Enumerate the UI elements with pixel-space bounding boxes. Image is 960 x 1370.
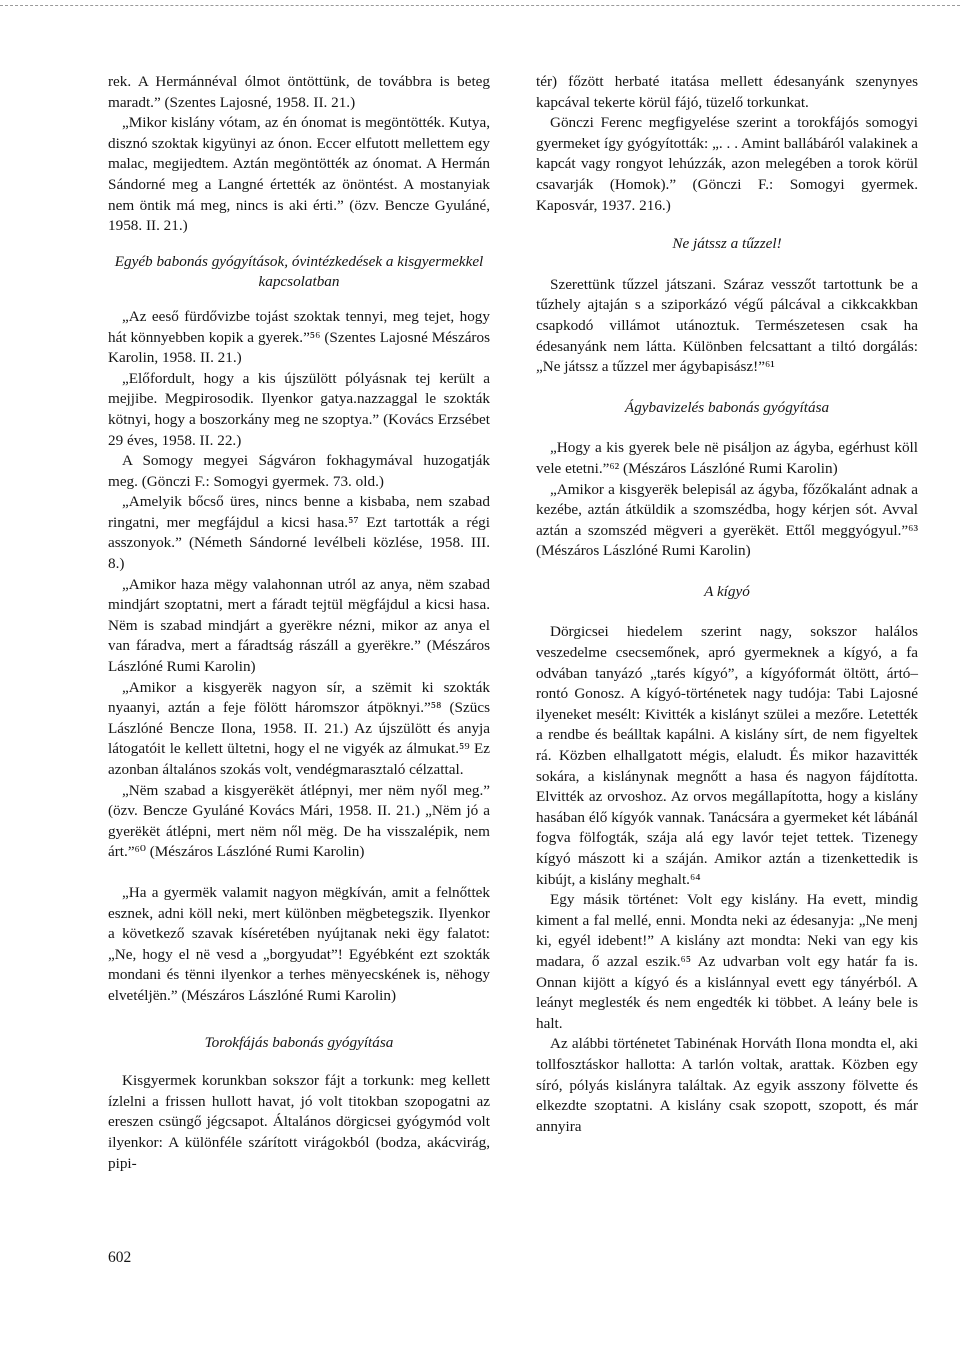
- paragraph: „Mikor kislány vótam, az én ónomat is megöntötték. Kutya, disznó szoktak kigyünyi az ónon. Eccer elfutott mellettem egy malac, megijedtem. Aztán megöntötték az ónomat. A Hermán Sándorné meg a Langné értették az önöntést. A mostanyiak nem öntik má meg, nincs is aki érti.” (özv. Bencze Gyuláné, 1958. II. 21.): [108, 114, 490, 235]
- section-heading: Ágybavizelés babonás gyógyítása: [624, 398, 830, 416]
- section-heading: Ne játssz a tűzzel!: [672, 235, 782, 253]
- paragraph: rek. A Hermánnéval ólmot öntöttünk, de továbbra is beteg maradt.” (Szentes Lajosné, 1958. II. 21.): [108, 73, 490, 111]
- paragraph: Szerettünk tűzzel játszani. Száraz vesszőt tartottunk be a tűzhely ajtaján s a sziporkázó végű pálcával a cikkcakkban csapkodó villámot utánoztuk. Természetesen csak ha édesanyánk nem látta. Különben felcsattant a tiltó dorgálás: „Ne játssz a tűzzel mer ágybapisász!”⁶¹: [536, 275, 918, 376]
- right-column: [536, 72, 918, 1137]
- paragraph: A Somogy megyei Ságváron fokhagymával huzogatják meg. (Gönczi F.: Somogyi gyermek. 73. old.): [108, 452, 490, 490]
- section-heading: Torokfájás babonás gyógyítása: [204, 1033, 394, 1051]
- spacer: [108, 863, 490, 883]
- paragraph: „Amikor a kisgyerëk nagyon sír, a szëmit ki szokták nyaanyi, aztán a feje fölött háromszor átpöknyi.”⁵⁸ (Szücs Lászlóné Bencze Ilona, 1958. II. 21.) Az újszülött és anyja látogatóit le kellett ültetni, hogy el ne vigyék az álmukat.⁵⁹ Ez azonban általános szokás volt, vendégmarasztaló célzattal.: [108, 678, 490, 778]
- paragraph: „Hogy a kis gyerek bele në pisáljon az ágyba, egérhust köll vele etetni.”⁶² (Mészáros Lászlóné Rumi Karolin): [536, 439, 918, 477]
- paragraph: „Az eeső fürdővizbe tojást szoktak tennyi, meg tejet, hogy hát könnyebben kopik a gyerek.”⁵⁶ (Szentes Lajosné Mészáros Karolin, 1958. II. 21.): [108, 307, 490, 367]
- paragraph: „Amelyik bőcső üres, nincs benne a kisbaba, nem szabad ringatni, mer megfájdul a kicsi hasa.⁵⁷ Ezt tartották a régi asszonyok.” (Németh Sándorné levélbeli közlése, 1958. III. 8.): [108, 493, 490, 573]
- paragraph: Egy másik történet: Volt egy kislány. Ha evett, mindig kiment a fal mellé, enni. Mondta neki az édesanyja: „Ne menj ki, egyél idebent!” A kislány azt mondta: Neki van egy kis madara, ő azzal eszik.⁶⁵ Az udvarban volt egy határ fa is. Onnan kijött a kígyó és a kislánnyal evett egy tányérból. A leányt meglesték és nem engedték ki többet. A leány bele is halt.: [536, 891, 918, 1032]
- left-column: [108, 72, 490, 1174]
- paragraph: „Ha a gyermëk valamit nagyon mëgkíván, amit a felnőttek esznek, adni köll neki, mert különben mëgbetegszik. Ilyenkor a következő szavak kíséretében nyújtanak neki ëgy falatot: „Ne, hogy el në vesd a „borgyudat”! Egyébként ezt szokták mondani és tënni ilyenkor a terhes mënyecskének is, nëhogy elvetéljën.” (Mészáros Lászlóné Rumi Karolin): [108, 883, 490, 1004]
- paragraph: Gönczi Ferenc megfigyelése szerint a torokfájós somogyi gyermeket így gyógyították: „. . . Amint ballábáról valakinek a kapcát vagy rongyot lehúzzák, azon melegében a torok körül csavarják (Homok).” (Gönczi F.: Somogyi gyermek. Kaposvár, 1937. 216.): [536, 114, 918, 214]
- paragraph: „Amikor a kisgyerëk belepisál az ágyba, főzőkalánt adnak a kezébe, aztán átküldik a szomszédba, hogy kérjen sót. Avval aztán a szomszéd mëgveri a gyerëkët. Ettől meggyógyul.”⁶³ (Mészáros Lászlóné Rumi Karolin): [536, 480, 918, 560]
- page-top-rule: [0, 5, 960, 6]
- page-number: 602: [108, 1249, 132, 1266]
- section-heading: A kígyó: [704, 582, 750, 600]
- paragraph: Dörgicsei hiedelem szerint nagy, sokszor halálos veszedelme csecsemőnek, apró gyermeknek a kígyó, a fa odvában tanyázó „tarés kígyó”, a kígyóformát öltött, ártó–rontó Gonosz. A kígyó-történetek nagy tudója: Tabi Lajosné ilyeneket mesélt: Kivitték a kislányt szülei a mezőre. Letették a rendbe és beálltak kapálni. A kislány sírt, de nem figyeltek rá. Közben elhallgatott mégis, elaludt. És mikor hazavitték sokára, a kislánynak megnőtt a hasa és nagyon fájdította. Elvitték az orvoshoz. Az orvos megállapította, hogy a kislány hasában élő kígyók vannak. Tanácsára a gyermeket két lábánál fogva fölfogták, szája alá egy lavór tejet tettek. Tizenegy kígyó mászott ki a száján. Amikor aztán a tizenkettedik is kibújt, a kislány meghalt.⁶⁴: [536, 623, 918, 888]
- section-heading: Egyéb babonás gyógyítások, óvintézkedések a kisgyermekkel kapcsolatban: [114, 252, 484, 291]
- paragraph: Az alábbi történetet Tabinénak Horváth Ilona mondta el, aki tollfosztáskor hallotta: A tarlón voltak, arattak. Közben egy síró, pólyás kislányra találtak. Az egyik asszony fölvette és elkezdte szoptatni. A kislány csak szopott, szopott, és már annyira: [536, 1035, 918, 1135]
- paragraph: „Amikor haza mëgy valahonnan utról az anya, nëm szabad mindjárt szoptatni, mert a fáradt tejtül mëgfájdul a kicsi hasa. Nëm is szabad mindjárt a gyerëkre nézni, mikor az anya el van fáradva, mert a fáradtság rászáll a gyerëkre.” (Mészáros Lászlóné Rumi Karolin): [108, 575, 490, 676]
- paragraph: „Előfordult, hogy a kis újszülött pólyásnak tej került a mejjibe. Megpirosodik. Ilyenkor gatya.nazzaggal le szokták kötnyi, hogy a boszorkány meg ne szoptya.” (Kovács Erzsébet 29 éves, 1958. II. 22.): [108, 369, 490, 449]
- paragraph: Kisgyermek korunkban sokszor fájt a torkunk: meg kellett ízlelni a frissen hullott havat, jó volt titokban szopogatni az ereszen csüngő jégcsapot. Általános dörgicsei gyógymód volt ilyenkor: A különféle szárított virágokból (bodza, akácvirág, pipi-: [108, 1072, 490, 1172]
- paragraph: tér) főzött herbaté itatása mellett édesanyánk szenynyes kapcával tekerte körül fájó, tüzelő torkunkat.: [536, 73, 918, 111]
- paragraph: „Nëm szabad a kisgyerëkët átlépnyi, mer nëm nyől meg.” (özv. Bencze Gyuláné Kovács Mári, 1958. II. 21.) „Nëm jó a gyerëkët átlépni, mert nëm nől mëg. De ha visszalépik, nem árt.”⁶⁰ (Mészáros Lászlóné Rumi Karolin): [108, 781, 490, 861]
